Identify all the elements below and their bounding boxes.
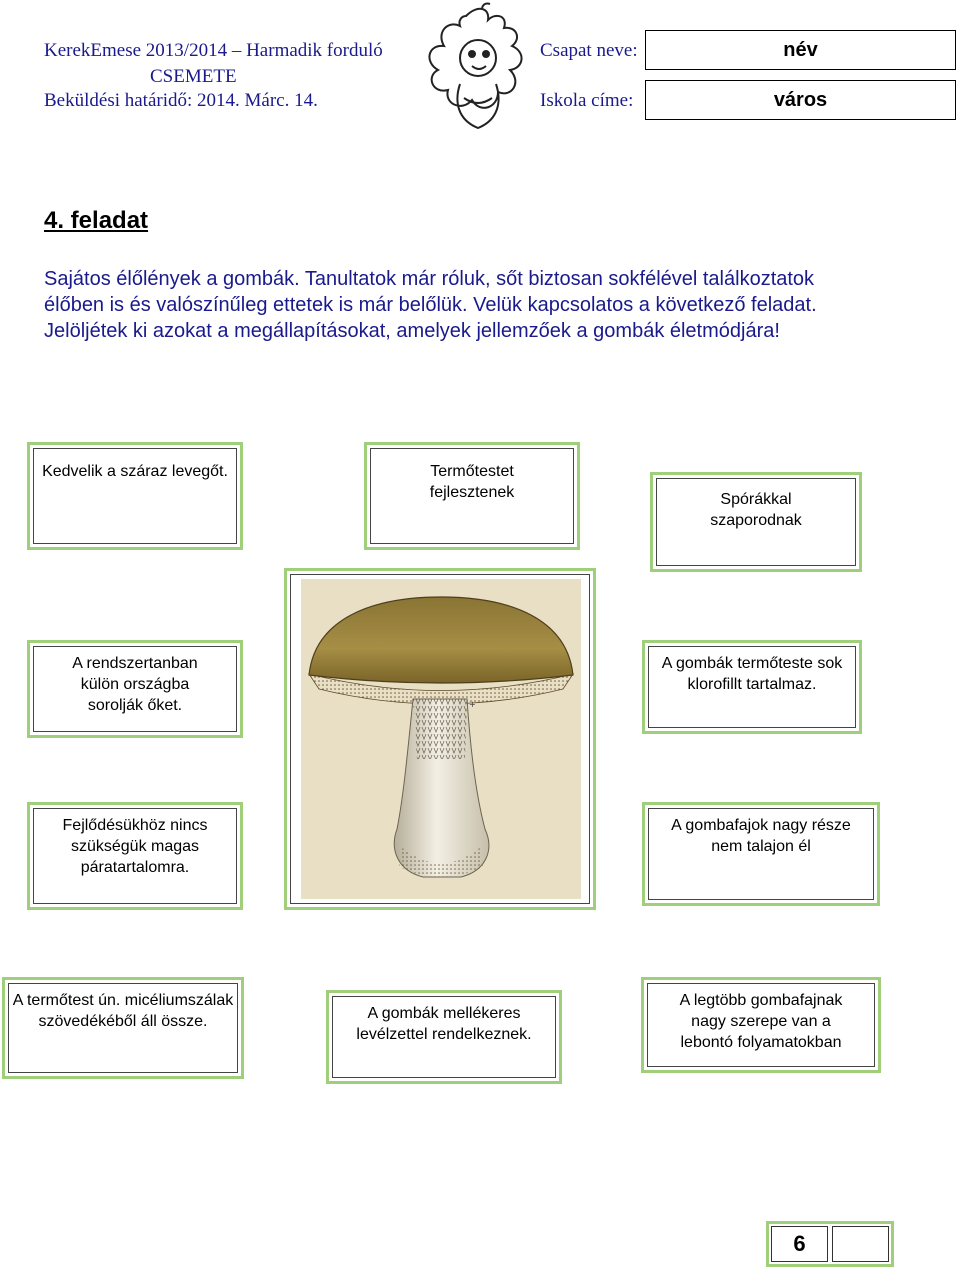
competition-title: KerekEmese 2013/2014 – Harmadik forduló	[44, 40, 383, 61]
awarded-points-field[interactable]	[832, 1226, 889, 1262]
statement-text: A gombák termőteste sok klorofillt tartalmaz.	[661, 655, 843, 693]
statement-text: Termőtestet fejlesztenek	[429, 463, 515, 501]
task-intro: Sajátos élőlények a gombák. Tanultatok már róluk, sőt biztosan sokfélével találkoztatok élőben is és valószínűleg ettetek is már belőlük. Velük kapcsolatos a következő feladat. Jelöljétek ki azokat a megállapításokat, amelyek jellemzőek a gombák életmódjára!	[44, 268, 817, 342]
statement-text: A gombák mellékeres levélzettel rendelkeznek.	[356, 1005, 532, 1043]
statement-box-9[interactable]	[326, 990, 562, 1084]
mushroom-illustration	[301, 579, 581, 899]
school-label: Iskola címe:	[540, 90, 634, 111]
statement-box-3[interactable]	[650, 472, 862, 572]
school-address-field[interactable]: város	[645, 80, 956, 120]
statement-box-4[interactable]	[27, 640, 243, 738]
task-title: 4. feladat	[44, 207, 149, 234]
score-box	[766, 1221, 894, 1267]
statement-text: A termőtest ún. micéliumszálak szövedékéből áll össze.	[12, 992, 234, 1030]
elf-logo-icon	[418, 2, 542, 132]
statement-text: Fejlődésükhöz nincs szükségük magas páratartalomra.	[62, 817, 208, 876]
statement-text: A legtöbb gombafajnak nagy szerepe van a lebontó folyamatokban	[679, 992, 843, 1051]
team-name-field[interactable]: név	[645, 30, 956, 70]
statement-box-6[interactable]	[27, 802, 243, 910]
statement-box-7[interactable]	[642, 802, 880, 906]
statement-box-10[interactable]	[641, 977, 881, 1073]
statement-text: Kedvelik a száraz levegőt.	[42, 463, 228, 480]
statement-box-2[interactable]	[364, 442, 580, 550]
category-label: CSEMETE	[150, 66, 237, 87]
statement-text: A gombafajok nagy része nem talajon él	[671, 817, 851, 855]
max-points: 6	[771, 1226, 828, 1262]
team-label: Csapat neve:	[540, 40, 638, 61]
deadline-text: Beküldési határidő: 2014. Márc. 14.	[44, 90, 318, 111]
statement-box-1[interactable]	[27, 442, 243, 550]
statement-box-8[interactable]	[2, 977, 244, 1079]
mushroom-illustration-frame	[284, 568, 596, 910]
statement-text: A rendszertanban külön országba sorolják őket.	[72, 655, 198, 714]
statement-box-5[interactable]	[642, 640, 862, 734]
statement-text: Spórákkal szaporodnak	[710, 491, 802, 529]
svg-text:+: +	[469, 700, 476, 709]
